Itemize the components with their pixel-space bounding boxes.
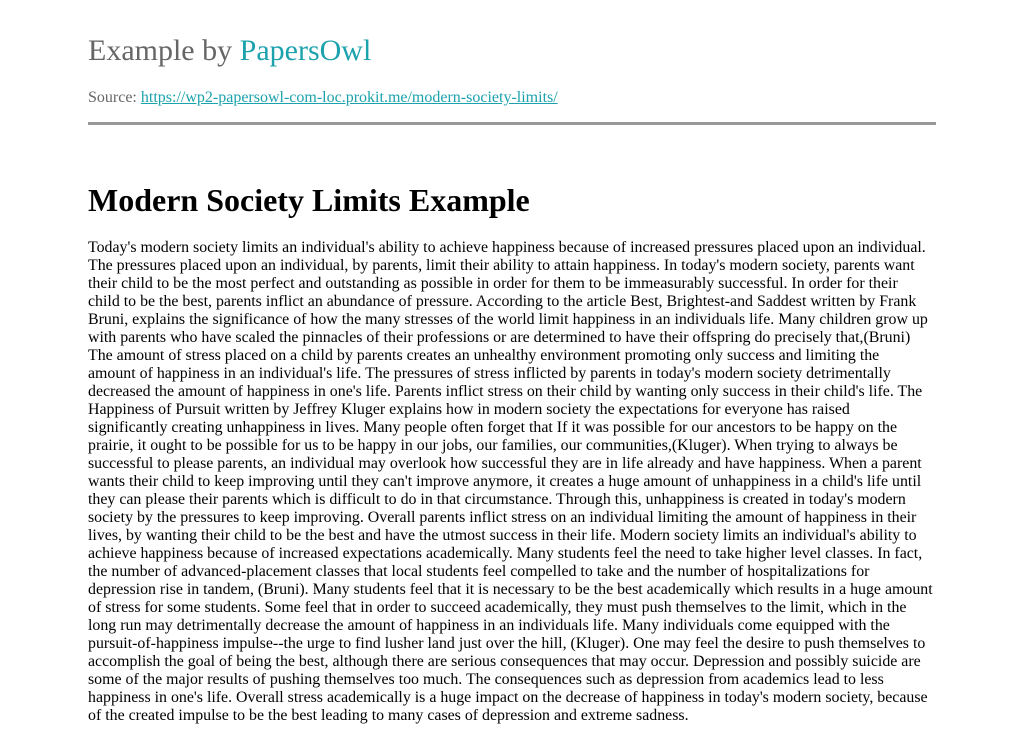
source-label: Source: (88, 89, 141, 106)
article-title: Modern Society Limits Example (88, 182, 530, 218)
source-line (88, 88, 558, 108)
brand-prefix: Example by (88, 34, 240, 67)
divider (88, 122, 936, 125)
source-link[interactable]: https://wp2-papersowl-com-loc.prokit.me/modern-society-limits/ (140, 89, 558, 106)
brand-heading (88, 33, 371, 69)
article-body: Today's modern society limits an individual's ability to achieve happiness because of increased pressures placed upon an individual. The pressures placed upon an individual, by parents, limit their ability to attain happiness. In today's modern society, parents want their child to be the most perfect and outstanding as possible in order for them to be immeasurably successful. In order for their child to be the best, parents inflict an abundance of pressure. According to the article Best, Brightest-and Saddest written by Frank Bruni, explains the significance of how the many stresses of the world limit happiness in an individuals life. Many children grow up with parents who have scaled the pinnacles of their professions or are determined to have their offspring do precisely that,(Bruni) The amount of stress placed on a child by parents creates an unhealthy environment promoting only success and limiting the amount of happiness in an individual's life. The pressures of stress inflicted by parents in today's modern society detrimentally decreased the amount of happiness in one's life. Parents inflict stress on their child by wanting only success in their child's life. The Happiness of Pursuit written by Jeffrey Kluger explains how in modern society the expectations for everyone has raised significantly creating unhappiness in lives. Many people often forget that If it was possible for our ancestors to be happy on the prairie, it ought to be possible for us to be happy in our jobs, our families, our communities,(Kluger). When trying to always be successful to please parents, an individual may overlook how successful they are in life already and have happiness. When a parent wants their child to keep improving until they can't improve anymore, it creates a huge amount of unhappiness in a child's life until they can please their parents which is difficult to do in that circumstance. Through this, unhappiness is created in today's modern society by the pressures to keep improving. Overall parents inflict stress on an individual limiting the amount of happiness in their lives, by wanting their child to be the best and have the utmost success in their life. Modern society limits an individual's ability to achieve happiness because of increased expectations academically. Many students feel the need to take higher level classes. In fact, the number of advanced-placement classes that local students feel compelled to take and the number of hospitalizations for depression rise in tandem, (Bruni). Many students feel that it is necessary to be the best academically which results in a huge amount of stress for some students. Some feel that in order to succeed academically, they must push themselves to the limit, which in the long run may detrimentally decrease the amount of happiness in an individuals life. Many individuals come equipped with the pursuit-of-happiness impulse--the urge to find lusher land just over the hill, (Kluger). One may feel the desire to push themselves to accomplish the goal of being the best, although there are serious consequences that may occur. Depression and possibly suicide are some of the major results of pushing themselves too much. The consequences such as depression from academics lead to less happiness in one's life. Overall stress academically is a huge impact on the decrease of happiness in today's modern society, because of the created impulse to be the best leading to many cases of depression and extreme sadness. (88, 239, 933, 724)
brand-name: PapersOwl (239, 34, 372, 67)
